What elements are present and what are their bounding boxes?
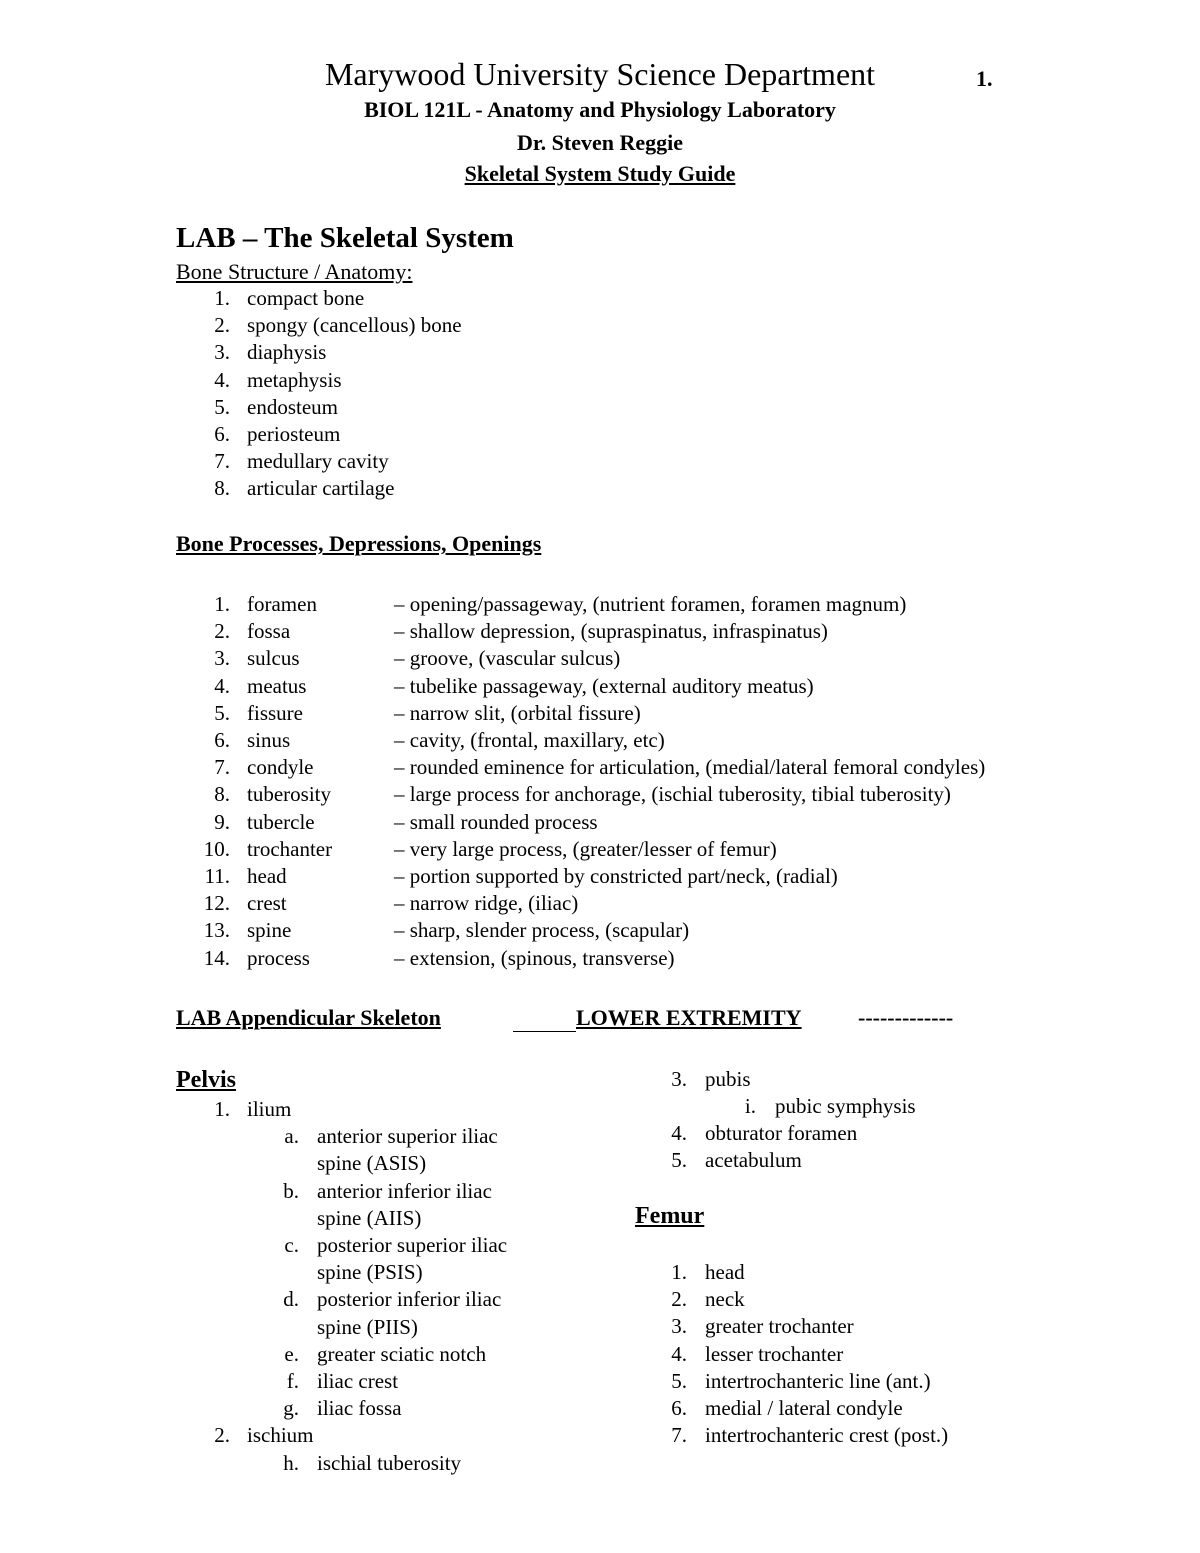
ilium-sub-item-cont: spine (ASIS) xyxy=(317,1151,427,1176)
ilium-sub-item: iliac crest xyxy=(317,1369,399,1393)
ilium-sub-item: posterior superior iliac xyxy=(317,1233,508,1257)
ilium-sub-item: anterior superior iliac xyxy=(317,1124,498,1149)
process-number: 2. xyxy=(214,619,230,644)
pubis-label: pubis xyxy=(705,1067,751,1091)
list-item: diaphysis xyxy=(247,340,327,365)
process-number: 3. xyxy=(214,646,230,671)
femur-item-number: 6. xyxy=(671,1396,687,1420)
ischium-sub-item: ischial tuberosity xyxy=(317,1450,462,1475)
acetabulum-label: acetabulum xyxy=(705,1148,802,1172)
list-item: endosteum xyxy=(247,394,338,419)
ilium-sub-item: greater sciatic notch xyxy=(317,1341,487,1366)
process-number: 14. xyxy=(203,945,230,970)
list-item: compact bone xyxy=(247,286,365,310)
process-number: 11. xyxy=(204,864,230,888)
list-item-number: 7. xyxy=(214,449,230,474)
femur-item-number: 1. xyxy=(671,1260,687,1284)
ilium-sub-letter: d. xyxy=(283,1287,299,1312)
process-term: tubercle xyxy=(247,809,315,834)
process-term: fossa xyxy=(247,619,291,644)
ilium-sub-item: iliac fossa xyxy=(317,1396,402,1421)
femur-item: intertrochanteric crest (post.) xyxy=(705,1423,949,1448)
process-term: sulcus xyxy=(247,646,300,671)
process-number: 1. xyxy=(214,592,230,616)
process-number: 5. xyxy=(214,700,230,725)
process-number: 8. xyxy=(214,782,230,807)
femur-title: Femur xyxy=(635,1203,705,1229)
process-number: 6. xyxy=(214,728,230,752)
acetabulum-number: 5. xyxy=(671,1148,687,1172)
bone-structure-subtitle: Bone Structure / Anatomy: xyxy=(176,259,413,284)
process-definition: – cavity, (frontal, maxillary, etc) xyxy=(394,728,665,752)
process-term: crest xyxy=(247,891,287,916)
process-definition: – extension, (spinous, transverse) xyxy=(394,945,675,970)
list-item: periosteum xyxy=(247,422,341,446)
page-number: 1. xyxy=(976,66,993,91)
process-term: fissure xyxy=(247,700,303,725)
list-item-number: 8. xyxy=(214,476,230,501)
list-item: metaphysis xyxy=(247,367,342,392)
process-definition: – groove, (vascular sulcus) xyxy=(394,646,621,671)
process-term: sinus xyxy=(247,728,291,752)
ilium-sub-item: anterior inferior iliac xyxy=(317,1178,492,1203)
list-item: articular cartilage xyxy=(247,476,395,501)
pelvis-title: Pelvis xyxy=(176,1067,236,1093)
obturator-label: obturator foramen xyxy=(705,1121,858,1145)
process-definition: – shallow depression, (supraspinatus, infraspinatus) xyxy=(394,619,828,644)
ilium-sub-letter: c. xyxy=(284,1233,299,1257)
process-term: meatus xyxy=(247,673,307,698)
list-item-number: 3. xyxy=(214,340,230,365)
process-definition: – tubelike passageway, (external auditory meatus) xyxy=(394,673,814,698)
process-term: foramen xyxy=(247,592,317,616)
process-definition: – opening/passageway, (nutrient foramen, foramen magnum) xyxy=(394,592,907,616)
femur-item: intertrochanteric line (ant.) xyxy=(705,1368,931,1393)
femur-item: greater trochanter xyxy=(705,1314,854,1339)
ischium-number: 2. xyxy=(214,1423,230,1448)
ilium-sub-letter: e. xyxy=(284,1341,299,1366)
process-term: process xyxy=(247,945,310,970)
dashes: ------------- xyxy=(858,1005,954,1030)
list-item-number: 4. xyxy=(214,367,230,392)
femur-item: head xyxy=(705,1260,745,1284)
list-item-number: 5. xyxy=(214,394,230,419)
process-definition: – narrow ridge, (iliac) xyxy=(394,891,579,916)
ilium-sub-item-cont: spine (PIIS) xyxy=(317,1314,418,1339)
femur-item-number: 5. xyxy=(671,1368,687,1393)
ilium-sub-letter: a. xyxy=(284,1124,299,1149)
process-number: 7. xyxy=(214,755,230,780)
femur-item-number: 3. xyxy=(671,1314,687,1339)
process-number: 12. xyxy=(203,891,230,916)
ilium-label: ilium xyxy=(247,1097,292,1121)
process-number: 9. xyxy=(214,809,230,834)
femur-item: neck xyxy=(705,1287,745,1312)
obturator-number: 4. xyxy=(671,1121,687,1145)
list-item-number: 1. xyxy=(214,286,230,310)
process-term: head xyxy=(247,864,287,888)
process-definition: – narrow slit, (orbital fissure) xyxy=(394,700,641,725)
list-item: medullary cavity xyxy=(247,449,389,474)
instructor-name: Dr. Steven Reggie xyxy=(517,130,683,155)
process-definition: – small rounded process xyxy=(394,809,598,834)
process-definition: – sharp, slender process, (scapular) xyxy=(394,918,690,943)
femur-item-number: 4. xyxy=(671,1341,687,1366)
university-title: Marywood University Science Department xyxy=(324,56,876,92)
processes-title: Bone Processes, Depressions, Openings xyxy=(176,531,542,556)
ilium-sub-item-cont: spine (AIIS) xyxy=(317,1205,422,1230)
femur-item: medial / lateral condyle xyxy=(705,1396,903,1420)
process-term: spine xyxy=(247,918,292,943)
list-item-number: 2. xyxy=(214,313,230,338)
process-number: 10. xyxy=(203,836,230,861)
ilium-sub-letter: g. xyxy=(283,1396,299,1421)
lab-title: LAB – The Skeletal System xyxy=(176,222,514,254)
pubis-sub-letter: i. xyxy=(744,1094,756,1118)
ilium-sub-letter: f. xyxy=(286,1369,299,1393)
process-number: 13. xyxy=(203,918,230,943)
process-term: tuberosity xyxy=(247,782,331,807)
lower-extremity-title: LOWER EXTREMITY xyxy=(576,1005,802,1030)
process-definition: – portion supported by constricted part/neck, (radial) xyxy=(394,864,838,888)
pubis-number: 3. xyxy=(671,1067,687,1091)
ilium-sub-item-cont: spine (PSIS) xyxy=(317,1260,423,1285)
title-underline-gap xyxy=(513,1031,576,1032)
ilium-number: 1. xyxy=(214,1097,230,1121)
course-title: BIOL 121L - Anatomy and Physiology Laboratory xyxy=(364,97,836,122)
process-term: condyle xyxy=(247,755,314,780)
process-definition: – large process for anchorage, (ischial tuberosity, tibial tuberosity) xyxy=(394,782,951,807)
femur-item-number: 2. xyxy=(671,1287,687,1312)
process-number: 4. xyxy=(214,673,230,698)
ilium-sub-item: posterior inferior iliac xyxy=(317,1287,502,1312)
list-item-number: 6. xyxy=(214,422,230,446)
process-term: trochanter xyxy=(247,836,333,861)
ischium-label: ischium xyxy=(247,1423,314,1448)
femur-item: lesser trochanter xyxy=(705,1341,844,1366)
pubis-sub-item: pubic symphysis xyxy=(775,1094,916,1118)
process-definition: – rounded eminence for articulation, (medial/lateral femoral condyles) xyxy=(394,755,986,780)
list-item: spongy (cancellous) bone xyxy=(247,313,462,338)
ilium-sub-letter: b. xyxy=(283,1178,299,1203)
femur-item-number: 7. xyxy=(671,1423,687,1448)
ischium-sub-letter: h. xyxy=(283,1450,299,1475)
appendicular-title: LAB Appendicular Skeleton xyxy=(176,1005,441,1030)
guide-title: Skeletal System Study Guide xyxy=(464,161,736,186)
process-definition: – very large process, (greater/lesser of femur) xyxy=(394,836,777,861)
